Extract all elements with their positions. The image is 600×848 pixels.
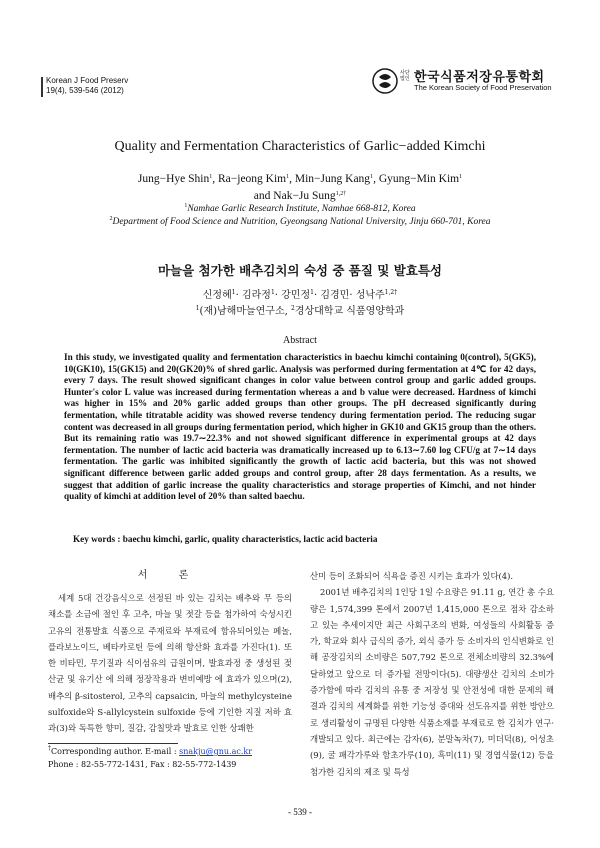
affiliation-sup: 2 <box>109 216 113 222</box>
affiliation-2 <box>0 216 600 229</box>
body-paragraph: 2001년 배추김치의 1인당 1일 수요량은 91.11 g, 연간 총 수요량은 1,574,399 톤에서 2007년 1,415,000 톤으로 점차 감소하고 있는 추세이지만 최근 사회구조의 변화, 여성들의 사회활동 증가, 학교와 회사 급식의 증가, 외식 증가 등 소비자의 인식변화로 인해 공장김치의 소비량은 507,792 톤으로 전체소비량의 32.3%에 달하였고 앞으로 더 증가될 전망이다(5). 대량생산 김치의 소비가 증가함에 따라 김치의 유통 중 저장성 및 안전성에 대한 문제의 해결과 김치의 세계화를 위한 기능성 증대와 선도유지를 위한 방안으로 생리활성이 규명된 다양한 식품소재를 부재료로 한 김치가 연구·개발되고 있다. 최근에는 감자(6), 분말녹차(7), 미더덕(8), 어성초(9), 굴 패각가루와 함초가루(10), 흑미(11) 및 경엽식물(12) 등을 첨가한 김치의 제조 및 특성 <box>310 587 554 777</box>
abstract-heading: Abstract <box>283 335 317 346</box>
author-sep: · <box>235 290 239 301</box>
journal-name: Korean J Food Preserv <box>46 76 129 85</box>
author-sep: · <box>349 290 353 301</box>
affiliation-1 <box>0 203 600 216</box>
email-link[interactable]: snakju@gnu.ac.kr <box>179 747 253 756</box>
author-name: Ra−jeong Kim <box>218 173 287 185</box>
affiliation-sup: 1 <box>195 305 200 312</box>
author-list-ko <box>0 288 600 320</box>
body-column-right <box>310 568 554 780</box>
author-sup: 1 <box>209 174 213 180</box>
author-sep: , <box>212 173 218 185</box>
journal-citation <box>46 76 128 96</box>
author-sep: · <box>274 290 278 301</box>
affiliation-sup: 2 <box>291 305 295 312</box>
affiliation-ko-1: (재)남해마늘연구소, <box>199 306 291 317</box>
author-name-ko: 김라정 <box>241 290 271 301</box>
abstract-text: In this study, we investigated quality and fermentation characteristics in baechu kimchi containing 0(control), 5(GK5), 10(GK10), 15(GK15) and 20(GK20)% of shred garlic. Analysis was performed during fermentation at 4℃ for 42 days, every 7 days. The result showed significant changes in color value between control group and garlic added groups. Hunter's color L value was increased during fermentation whereas a and b value were decreased. Hardness of kimchi was higher in 15% and 20% garlic added groups than other groups. The pH decreased significantly during fermentation, while titratable acidity was showed reverse tendency during fermentation period. The reducing sugar content was decreased in all groups during fermentation period, which higher in GK10 and GK15 group than the others. But its remaining ratio was 19.7∼22.3% and not showed significant difference in experimental groups at 42 days fermentation. The number of lactic acid bacteria was dramatically increased up to 6.13∼7.60 log CFU/g at 7∼14 days fermentation. The garlic was inhibited significantly the growth of lactic acid bacteria, but this was not showed significant difference between garlic added groups and control group, after 28 days fermentation. As a results, we suggest that addition of garlic increase the quality characteristics and storage properties of Kimchi, and not hinder quality of kimchi at addition level of 20% than salted baechu. <box>64 352 537 502</box>
society-name-ko: 한국식품저장유통학회 <box>414 70 545 85</box>
author-sup: 1 <box>310 289 314 296</box>
author-name: Jung−Hye Shin <box>137 173 210 185</box>
author-sep: · <box>313 290 318 301</box>
citation-bar <box>41 77 43 97</box>
society-logo-icon <box>372 68 398 94</box>
corresponding-footnote <box>48 745 298 771</box>
society-type-label: 사단법인 <box>400 70 410 82</box>
author-sup: 1 <box>270 289 275 296</box>
author-sep: , <box>289 173 295 185</box>
journal-volume: 19(4), 539-546 (2012) <box>46 86 124 95</box>
body-paragraph: 세계 5대 건강음식으로 선정된 바 있는 김치는 배추와 무 등의 채소를 소금에 절인 후 고추, 마늘 및 젓갈 등을 첨가하여 숙성시킨 고유의 전통발효 식품으로 주재료와 부재료에 함유되어있는 페놀, 플라보노이드, 베타카로틴 등에 의해 항산화 효과를 가진다(1). 또한 비타민, 무기질과 식이섬유의 급원이며, 발효과정 중 생성된 젖산균 및 유기산 에 의해 정장작용과 변비예방 에 효과가 있으며(2), 배추의 β-sitosterol, 고추의 capsaicin, 마늘의 methylcysteine sulfoxide와 S-allylcystein sulfoxide 등에 기인한 지질 저하 효과(3)와 독특한 향미, 질감, 감칠맛과 발효로 인한 상쾌한 <box>48 593 292 734</box>
affiliation-ko <box>0 304 600 320</box>
body-paragraph: 산미 등이 조화되어 식욕을 증진 시키는 효과가 있다(4). <box>310 571 514 581</box>
author-line-ko <box>0 288 600 304</box>
author-name-ko: 신정혜 <box>202 290 232 301</box>
paper-title-en: Quality and Fermentation Characteristics of Garlic−added Kimchi <box>114 139 486 154</box>
footnote-phone: Phone : 82-55-772-1431, Fax : 82-55-772-1439 <box>48 760 237 769</box>
keywords: Key words : baechu kimchi, garlic, quality characteristics, lactic acid bacteria <box>73 534 378 544</box>
author-prefix: and <box>253 190 274 202</box>
author-sup: 1,2† <box>335 191 347 197</box>
society-name-en: The Korean Society of Food Preservation <box>414 83 552 92</box>
author-line-1 <box>0 171 600 188</box>
author-sup: 1 <box>370 174 374 180</box>
author-name-ko: 강민정 <box>281 290 311 301</box>
section-heading-introduction: 서 론 <box>137 570 203 581</box>
author-name: Nak−Ju Sung <box>273 190 336 202</box>
affiliation-ko-2: 경상대학교 식품영양학과 <box>294 306 405 317</box>
paper-title-ko: 마늘을 첨가한 배추김치의 숙성 중 품질 및 발효특성 <box>157 263 443 278</box>
affiliation-text: Namhae Garlic Research Institute, Namhae 668-812, Korea <box>187 204 416 214</box>
author-name: Gyung−Min Kim <box>378 173 460 185</box>
footnote-mark: † <box>48 745 51 752</box>
society-header <box>372 66 562 100</box>
author-sup: 1 <box>231 289 236 296</box>
author-list <box>0 171 600 205</box>
affiliation-text: Department of Food Science and Nutrition, Gyeongsang National University, Jinju 660-701, Korea <box>112 217 491 227</box>
body-column-left <box>48 590 292 737</box>
affiliation-sup: 1 <box>184 203 188 209</box>
affiliation-list <box>0 203 600 229</box>
author-sup: 1 <box>459 174 463 180</box>
footnote-label: Corresponding author. E-mail : <box>51 747 180 756</box>
author-sup: 1,2† <box>384 289 398 296</box>
author-name: Min−Jung Kang <box>294 173 371 185</box>
author-sup: 1 <box>286 174 290 180</box>
author-name-ko: 성낙주 <box>355 290 385 301</box>
page-number: - 539 - <box>288 807 312 817</box>
author-name-ko: 김경민 <box>320 290 350 301</box>
footnote-divider <box>48 743 178 744</box>
author-sep: , <box>373 173 379 185</box>
footnote-email-line <box>48 745 298 758</box>
